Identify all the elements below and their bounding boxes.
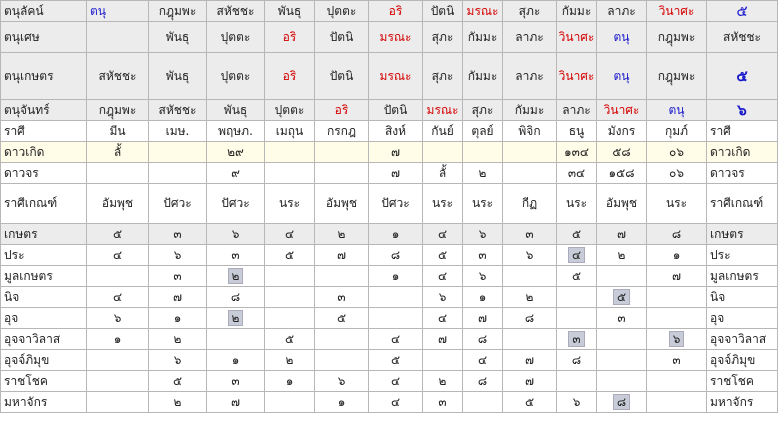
table-row bbox=[1, 329, 778, 350]
table-cell bbox=[265, 308, 315, 329]
table-cell: ๔ bbox=[423, 224, 463, 245]
table-cell bbox=[265, 392, 315, 413]
table-cell: ๔ bbox=[463, 350, 503, 371]
tanu-cell: ปัตนิ bbox=[315, 53, 369, 100]
table-row bbox=[1, 266, 778, 287]
table-cell: ๕ bbox=[149, 371, 207, 392]
table-cell: เมถุน bbox=[265, 121, 315, 142]
table-cell: ๓ bbox=[149, 266, 207, 287]
table-cell bbox=[315, 329, 369, 350]
table-cell: ๓ bbox=[207, 371, 265, 392]
table-cell: ลั้ bbox=[87, 142, 149, 163]
table-cell: ๗ bbox=[503, 350, 557, 371]
table-row bbox=[1, 121, 778, 142]
row-label-right: เกษตร bbox=[707, 224, 778, 245]
tanu-cell: ๕ bbox=[707, 53, 778, 100]
tanu-cell: สุภะ bbox=[423, 22, 463, 53]
table-cell bbox=[597, 266, 647, 287]
table-cell: ๖ bbox=[557, 392, 597, 413]
table-cell bbox=[87, 266, 149, 287]
table-cell bbox=[597, 392, 647, 413]
tanu-row bbox=[1, 100, 778, 121]
table-cell: มังกร bbox=[597, 121, 647, 142]
table-cell: ๕ bbox=[87, 224, 149, 245]
tanu-cell: ลาภะ bbox=[503, 53, 557, 100]
tanu-cell: ปัตนิ bbox=[369, 100, 423, 121]
table-cell bbox=[87, 350, 149, 371]
row-label: ตนุลัคน์ bbox=[1, 1, 87, 22]
table-cell: ปัศวะ bbox=[149, 184, 207, 224]
table-cell: ๗ bbox=[207, 392, 265, 413]
table-cell: ๗ bbox=[315, 245, 369, 266]
table-cell: ๓ bbox=[149, 224, 207, 245]
tanu-cell: ตนุ bbox=[647, 100, 707, 121]
row-label: ราศีเกณฑ์ bbox=[1, 184, 87, 224]
table-cell: ๔ bbox=[369, 392, 423, 413]
table-cell: ธนู bbox=[557, 121, 597, 142]
tanu-cell: กัมมะ bbox=[463, 22, 503, 53]
table-cell: ๕ bbox=[557, 266, 597, 287]
row-label-right: ดาวเกิด bbox=[707, 142, 778, 163]
table-cell: ๗ bbox=[647, 266, 707, 287]
tanu-cell: กัมมะ bbox=[503, 100, 557, 121]
table-cell: ๐๖ bbox=[647, 142, 707, 163]
table-cell bbox=[87, 371, 149, 392]
table-cell: นระ bbox=[557, 184, 597, 224]
table-cell: ๘ bbox=[557, 350, 597, 371]
table-cell: ๔ bbox=[423, 266, 463, 287]
table-cell: อัมพุช bbox=[597, 184, 647, 224]
tanu-cell: อริ bbox=[369, 1, 423, 22]
table-cell: ๗ bbox=[503, 371, 557, 392]
table-cell: ๑ bbox=[463, 287, 503, 308]
table-row bbox=[1, 163, 778, 184]
row-label: ตนุจันทร์ bbox=[1, 100, 87, 121]
row-label: อุจจ์ภิมุข bbox=[1, 350, 87, 371]
tanu-row bbox=[1, 1, 778, 22]
row-label-right: อุจจาวิลาส bbox=[707, 329, 778, 350]
table-cell: อัมพุช bbox=[87, 184, 149, 224]
tanu-cell: ลาภะ bbox=[597, 1, 647, 22]
table-cell: ๒๙ bbox=[207, 142, 265, 163]
table-cell bbox=[265, 266, 315, 287]
table-cell: กรกฎ bbox=[315, 121, 369, 142]
table-cell bbox=[647, 308, 707, 329]
highlighted-value: ๖ bbox=[669, 331, 685, 347]
table-cell: ๓ bbox=[597, 308, 647, 329]
table-cell: นระ bbox=[423, 184, 463, 224]
table-cell: ๖ bbox=[207, 224, 265, 245]
table-cell bbox=[423, 142, 463, 163]
table-cell: ๑๕๘ bbox=[597, 163, 647, 184]
table-cell: ๓ bbox=[647, 350, 707, 371]
table-cell bbox=[647, 287, 707, 308]
tanu-cell: วินาศะ bbox=[597, 100, 647, 121]
row-label: เกษตร bbox=[1, 224, 87, 245]
table-cell: ๓๔ bbox=[557, 163, 597, 184]
table-cell: ๓ bbox=[423, 392, 463, 413]
tanu-cell: มรณะ bbox=[369, 22, 423, 53]
table-cell bbox=[557, 329, 597, 350]
table-cell: ๖ bbox=[463, 266, 503, 287]
tanu-cell: ตนุ bbox=[87, 1, 149, 22]
table-cell: ๗ bbox=[149, 287, 207, 308]
table-cell: ๑ bbox=[315, 392, 369, 413]
table-cell: ๒ bbox=[149, 329, 207, 350]
tanu-cell: วินาศะ bbox=[647, 1, 707, 22]
table-cell bbox=[503, 163, 557, 184]
table-cell: ๒ bbox=[315, 224, 369, 245]
table-cell: ๑ bbox=[369, 266, 423, 287]
table-cell bbox=[207, 266, 265, 287]
tanu-cell: อริ bbox=[265, 53, 315, 100]
row-label: มหาจักร bbox=[1, 392, 87, 413]
table-cell: ๗ bbox=[369, 142, 423, 163]
table-cell bbox=[207, 308, 265, 329]
table-cell bbox=[265, 287, 315, 308]
table-cell: ปัศวะ bbox=[369, 184, 423, 224]
table-cell bbox=[557, 308, 597, 329]
table-cell: ๑ bbox=[265, 371, 315, 392]
row-label: ดาวจร bbox=[1, 163, 87, 184]
tanu-cell: สหัชชะ bbox=[87, 53, 149, 100]
table-cell bbox=[597, 371, 647, 392]
row-label-right: นิจ bbox=[707, 287, 778, 308]
table-row bbox=[1, 371, 778, 392]
tanu-cell: ๖ bbox=[707, 100, 778, 121]
row-label: ราศี bbox=[1, 121, 87, 142]
row-label-right: ราชโชค bbox=[707, 371, 778, 392]
table-cell: ๕ bbox=[265, 329, 315, 350]
table-cell: ๓ bbox=[315, 287, 369, 308]
row-label: มูลเกษตร bbox=[1, 266, 87, 287]
table-cell: กันย์ bbox=[423, 121, 463, 142]
table-row bbox=[1, 287, 778, 308]
table-cell: ๒ bbox=[265, 350, 315, 371]
tanu-cell: สุภะ bbox=[463, 100, 503, 121]
table-cell bbox=[647, 392, 707, 413]
table-cell: อัมพุช bbox=[315, 184, 369, 224]
tanu-cell: พันธุ bbox=[265, 1, 315, 22]
table-cell bbox=[647, 371, 707, 392]
table-cell bbox=[597, 350, 647, 371]
table-cell bbox=[87, 163, 149, 184]
table-cell: ๑ bbox=[647, 245, 707, 266]
table-cell: ๔ bbox=[265, 224, 315, 245]
tanu-cell: พันธุ bbox=[207, 100, 265, 121]
highlighted-value: ๕ bbox=[613, 289, 630, 305]
table-cell: ๕ bbox=[423, 245, 463, 266]
table-cell: นระ bbox=[265, 184, 315, 224]
table-cell: พฤษภ. bbox=[207, 121, 265, 142]
table-cell bbox=[557, 245, 597, 266]
tanu-cell: มรณะ bbox=[463, 1, 503, 22]
row-label-right: มหาจักร bbox=[707, 392, 778, 413]
table-cell: ๓ bbox=[463, 245, 503, 266]
table-cell: ๑ bbox=[149, 308, 207, 329]
table-cell: ๔ bbox=[423, 308, 463, 329]
tanu-cell: สุภะ bbox=[503, 1, 557, 22]
table-cell bbox=[265, 142, 315, 163]
tanu-cell: กัมมะ bbox=[463, 53, 503, 100]
table-cell bbox=[597, 287, 647, 308]
table-cell: ๖ bbox=[503, 245, 557, 266]
table-cell: ๕ bbox=[503, 392, 557, 413]
table-cell: ๔ bbox=[87, 245, 149, 266]
row-label-right: อุจ bbox=[707, 308, 778, 329]
table-cell: ๒ bbox=[597, 245, 647, 266]
table-cell: ๕ bbox=[369, 350, 423, 371]
table-row bbox=[1, 245, 778, 266]
table-cell: ปัศวะ bbox=[207, 184, 265, 224]
table-cell bbox=[423, 350, 463, 371]
table-cell bbox=[597, 329, 647, 350]
table-row bbox=[1, 142, 778, 163]
table-cell: ๑๓๔ bbox=[557, 142, 597, 163]
table-cell: ๑ bbox=[87, 329, 149, 350]
table-cell bbox=[463, 142, 503, 163]
table-cell bbox=[315, 163, 369, 184]
row-label-right: ประ bbox=[707, 245, 778, 266]
table-cell: ๐๖ bbox=[647, 163, 707, 184]
tanu-cell: ๕ bbox=[707, 1, 778, 22]
table-cell: ๗ bbox=[463, 308, 503, 329]
row-label: ประ bbox=[1, 245, 87, 266]
table-cell bbox=[315, 142, 369, 163]
table-cell: ๔ bbox=[369, 329, 423, 350]
table-cell: ๖ bbox=[87, 308, 149, 329]
row-label-right: อุจจ์ภิมุข bbox=[707, 350, 778, 371]
table-cell bbox=[315, 350, 369, 371]
table-cell bbox=[149, 142, 207, 163]
table-cell: ๘ bbox=[207, 287, 265, 308]
table-cell: ๑ bbox=[369, 224, 423, 245]
table-cell: ๖ bbox=[423, 287, 463, 308]
row-label: ตนุเกษตร bbox=[1, 53, 87, 100]
table-cell bbox=[369, 308, 423, 329]
tanu-cell: กฎุมพะ bbox=[87, 100, 149, 121]
table-cell: ๒ bbox=[463, 163, 503, 184]
table-cell: ๕ bbox=[557, 224, 597, 245]
table-row bbox=[1, 350, 778, 371]
table-cell: ๘ bbox=[503, 308, 557, 329]
row-label-right: ราศีเกณฑ์ bbox=[707, 184, 778, 224]
tanu-cell: สุภะ bbox=[423, 53, 463, 100]
tanu-cell: อริ bbox=[265, 22, 315, 53]
table-cell bbox=[503, 142, 557, 163]
tanu-cell: มรณะ bbox=[423, 100, 463, 121]
tanu-cell: อริ bbox=[315, 100, 369, 121]
table-cell: ๓ bbox=[207, 245, 265, 266]
tanu-cell: ลาภะ bbox=[503, 22, 557, 53]
tanu-cell: ตนุ bbox=[597, 53, 647, 100]
table-cell: สิงห์ bbox=[369, 121, 423, 142]
table-cell bbox=[315, 266, 369, 287]
row-label: อุจ bbox=[1, 308, 87, 329]
table-cell bbox=[369, 287, 423, 308]
table-cell: ๑ bbox=[207, 350, 265, 371]
tanu-cell: ปุตตะ bbox=[207, 53, 265, 100]
highlighted-value: ๒ bbox=[228, 310, 244, 326]
table-row bbox=[1, 308, 778, 329]
table-cell bbox=[463, 392, 503, 413]
row-label: นิจ bbox=[1, 287, 87, 308]
tanu-cell: วินาศะ bbox=[557, 53, 597, 100]
table-cell bbox=[87, 392, 149, 413]
tanu-cell: สหัชชะ bbox=[149, 100, 207, 121]
table-cell: ๕ bbox=[265, 245, 315, 266]
table-cell: กีฏ bbox=[503, 184, 557, 224]
tanu-cell: พันธุ bbox=[149, 22, 207, 53]
table-cell: ๖ bbox=[315, 371, 369, 392]
tanu-cell: มรณะ bbox=[369, 53, 423, 100]
tanu-cell: สหัชชะ bbox=[207, 1, 265, 22]
table-cell: ๗ bbox=[423, 329, 463, 350]
tanu-cell: ตนุ bbox=[597, 22, 647, 53]
highlighted-value: ๒ bbox=[228, 268, 244, 284]
table-cell: ๒ bbox=[503, 287, 557, 308]
table-cell: ๘ bbox=[463, 371, 503, 392]
highlighted-value: ๓ bbox=[568, 331, 584, 347]
table-cell: ๔ bbox=[369, 371, 423, 392]
table-cell bbox=[557, 287, 597, 308]
table-cell: ๖ bbox=[463, 224, 503, 245]
table-cell: ๓ bbox=[503, 224, 557, 245]
table-cell: ๒ bbox=[149, 392, 207, 413]
table-cell bbox=[557, 371, 597, 392]
tanu-cell bbox=[87, 22, 149, 53]
table-cell: กุมภ์ bbox=[647, 121, 707, 142]
table-row bbox=[1, 184, 778, 224]
table-cell: ลั้ bbox=[423, 163, 463, 184]
tanu-cell: ปุตตะ bbox=[265, 100, 315, 121]
tanu-cell: พันธุ bbox=[149, 53, 207, 100]
table-cell: ๒ bbox=[423, 371, 463, 392]
table-cell: นระ bbox=[463, 184, 503, 224]
table-cell: ๖ bbox=[149, 350, 207, 371]
table-cell bbox=[149, 163, 207, 184]
table-cell: ๘ bbox=[647, 224, 707, 245]
table-row bbox=[1, 392, 778, 413]
table-cell: ตุลย์ bbox=[463, 121, 503, 142]
table-cell bbox=[207, 329, 265, 350]
table-cell: ๔ bbox=[87, 287, 149, 308]
table-row bbox=[1, 224, 778, 245]
table-cell: ๖ bbox=[149, 245, 207, 266]
table-cell: ๗ bbox=[369, 163, 423, 184]
table-cell bbox=[503, 329, 557, 350]
row-label: อุจจาวิลาส bbox=[1, 329, 87, 350]
tanu-cell: กฎุมพะ bbox=[647, 53, 707, 100]
tanu-cell: วินาศะ bbox=[557, 22, 597, 53]
table-cell: ๘ bbox=[463, 329, 503, 350]
tanu-cell: ปัตนิ bbox=[423, 1, 463, 22]
row-label: ดาวเกิด bbox=[1, 142, 87, 163]
tanu-cell: สหัชชะ bbox=[707, 22, 778, 53]
table-cell bbox=[265, 163, 315, 184]
table-cell: มีน bbox=[87, 121, 149, 142]
highlighted-value: ๘ bbox=[613, 394, 630, 410]
table-cell: เมษ. bbox=[149, 121, 207, 142]
table-cell: ๕๘ bbox=[597, 142, 647, 163]
tanu-cell: ปุตตะ bbox=[207, 22, 265, 53]
tanu-cell: ปัตนิ bbox=[315, 22, 369, 53]
highlighted-value: ๔ bbox=[568, 247, 585, 263]
row-label: ตนุเศษ bbox=[1, 22, 87, 53]
table-body bbox=[1, 1, 778, 413]
tanu-cell: กฎุมพะ bbox=[647, 22, 707, 53]
table-cell: ๗ bbox=[597, 224, 647, 245]
row-label-right: ดาวจร bbox=[707, 163, 778, 184]
table-cell bbox=[503, 266, 557, 287]
table-cell: ๙ bbox=[207, 163, 265, 184]
table-cell: พิจิก bbox=[503, 121, 557, 142]
tanu-cell: ลาภะ bbox=[557, 100, 597, 121]
tanu-row bbox=[1, 22, 778, 53]
tanu-row bbox=[1, 53, 778, 100]
table-cell: นระ bbox=[647, 184, 707, 224]
row-label-right: ราศี bbox=[707, 121, 778, 142]
tanu-cell: ปุตตะ bbox=[315, 1, 369, 22]
tanu-cell: กัมมะ bbox=[557, 1, 597, 22]
row-label-right: มูลเกษตร bbox=[707, 266, 778, 287]
table-cell: ๕ bbox=[315, 308, 369, 329]
table-cell bbox=[647, 329, 707, 350]
row-label: ราชโชค bbox=[1, 371, 87, 392]
tanu-cell: กฎุมพะ bbox=[149, 1, 207, 22]
table-cell: ๘ bbox=[369, 245, 423, 266]
